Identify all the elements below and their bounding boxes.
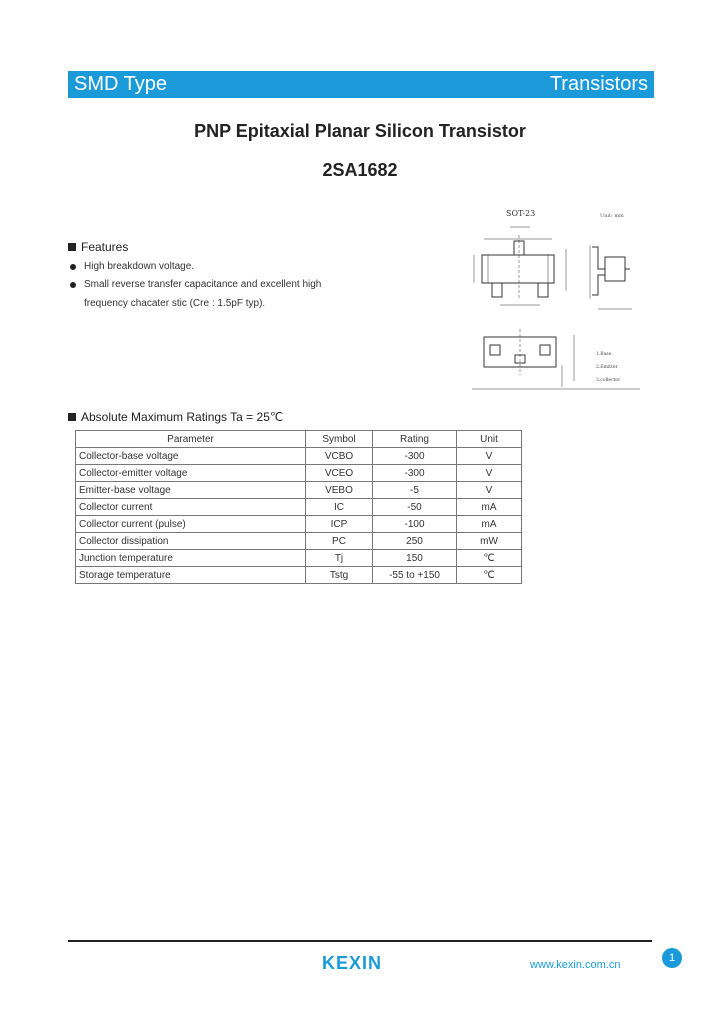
table-cell: Collector current (pulse) <box>76 516 306 533</box>
table-cell: Storage temperature <box>76 567 306 584</box>
square-bullet-icon <box>68 413 76 421</box>
table-cell: V <box>457 482 522 499</box>
package-outline-drawing <box>470 205 645 395</box>
header-left: SMD Type <box>74 73 167 95</box>
column-header: Unit <box>457 431 522 448</box>
features-heading <box>68 240 128 254</box>
table-cell: ℃ <box>457 550 522 567</box>
pin-label: 1.Base <box>596 352 612 357</box>
table-row <box>76 533 522 550</box>
feature-item: frequency chacater stic (Cre : 1.5pF typ). <box>84 298 266 309</box>
table-cell: mA <box>457 516 522 533</box>
table-cell: ICP <box>306 516 373 533</box>
table-cell: VCEO <box>306 465 373 482</box>
features-heading-text: Features <box>81 240 129 254</box>
table-row <box>76 550 522 567</box>
table-cell: Collector dissipation <box>76 533 306 550</box>
table-cell: -5 <box>373 482 457 499</box>
square-bullet-icon <box>68 243 76 251</box>
table-cell: Collector-emitter voltage <box>76 465 306 482</box>
table-cell: VCBO <box>306 448 373 465</box>
feature-item: Small reverse transfer capacitance and excellent high <box>84 279 322 290</box>
website-link[interactable]: www.kexin.com.cn <box>530 959 621 971</box>
table-row <box>76 499 522 516</box>
table-cell: VEBO <box>306 482 373 499</box>
table-row <box>76 567 522 584</box>
package-unit: Unit: mm <box>600 213 624 219</box>
table-cell: -50 <box>373 499 457 516</box>
table-row <box>76 465 522 482</box>
ratings-heading <box>68 410 283 424</box>
table-cell: V <box>457 465 522 482</box>
table-cell: -100 <box>373 516 457 533</box>
table-cell: PC <box>306 533 373 550</box>
part-number: 2SA1682 <box>322 160 398 180</box>
table-cell: mA <box>457 499 522 516</box>
table-cell: -300 <box>373 465 457 482</box>
ratings-table <box>75 430 522 584</box>
pin-label: 2.Emitter <box>596 365 618 370</box>
table-row <box>76 482 522 499</box>
package-name: SOT-23 <box>506 209 536 218</box>
table-cell: Collector current <box>76 499 306 516</box>
table-row <box>76 516 522 533</box>
table-cell: Emitter-base voltage <box>76 482 306 499</box>
table-cell: -55 to +150 <box>373 567 457 584</box>
table-cell: 150 <box>373 550 457 567</box>
table-cell: Tstg <box>306 567 373 584</box>
page-number: 1 <box>662 948 682 968</box>
column-header: Parameter <box>76 431 306 448</box>
kexin-logo: KEXIN <box>322 953 383 973</box>
table-cell: Tj <box>306 550 373 567</box>
table-cell: -300 <box>373 448 457 465</box>
table-cell: 250 <box>373 533 457 550</box>
table-row <box>76 448 522 465</box>
table-cell: V <box>457 448 522 465</box>
ratings-heading-text: Absolute Maximum Ratings Ta = 25℃ <box>81 410 284 424</box>
table-cell: mW <box>457 533 522 550</box>
header-banner <box>68 71 654 98</box>
table-cell: Collector-base voltage <box>76 448 306 465</box>
bullet-icon <box>70 282 76 288</box>
header-right: Transistors <box>549 73 648 95</box>
table-header-row <box>76 431 522 448</box>
feature-item: High breakdown voltage. <box>84 261 195 272</box>
pin-label: 3.collector <box>596 378 621 383</box>
table-cell: ℃ <box>457 567 522 584</box>
column-header: Rating <box>373 431 457 448</box>
bullet-icon <box>70 264 76 270</box>
column-header: Symbol <box>306 431 373 448</box>
table-cell: IC <box>306 499 373 516</box>
table-cell: Junction temperature <box>76 550 306 567</box>
document-title: PNP Epitaxial Planar Silicon Transistor <box>194 121 526 141</box>
footer-divider <box>68 940 652 942</box>
